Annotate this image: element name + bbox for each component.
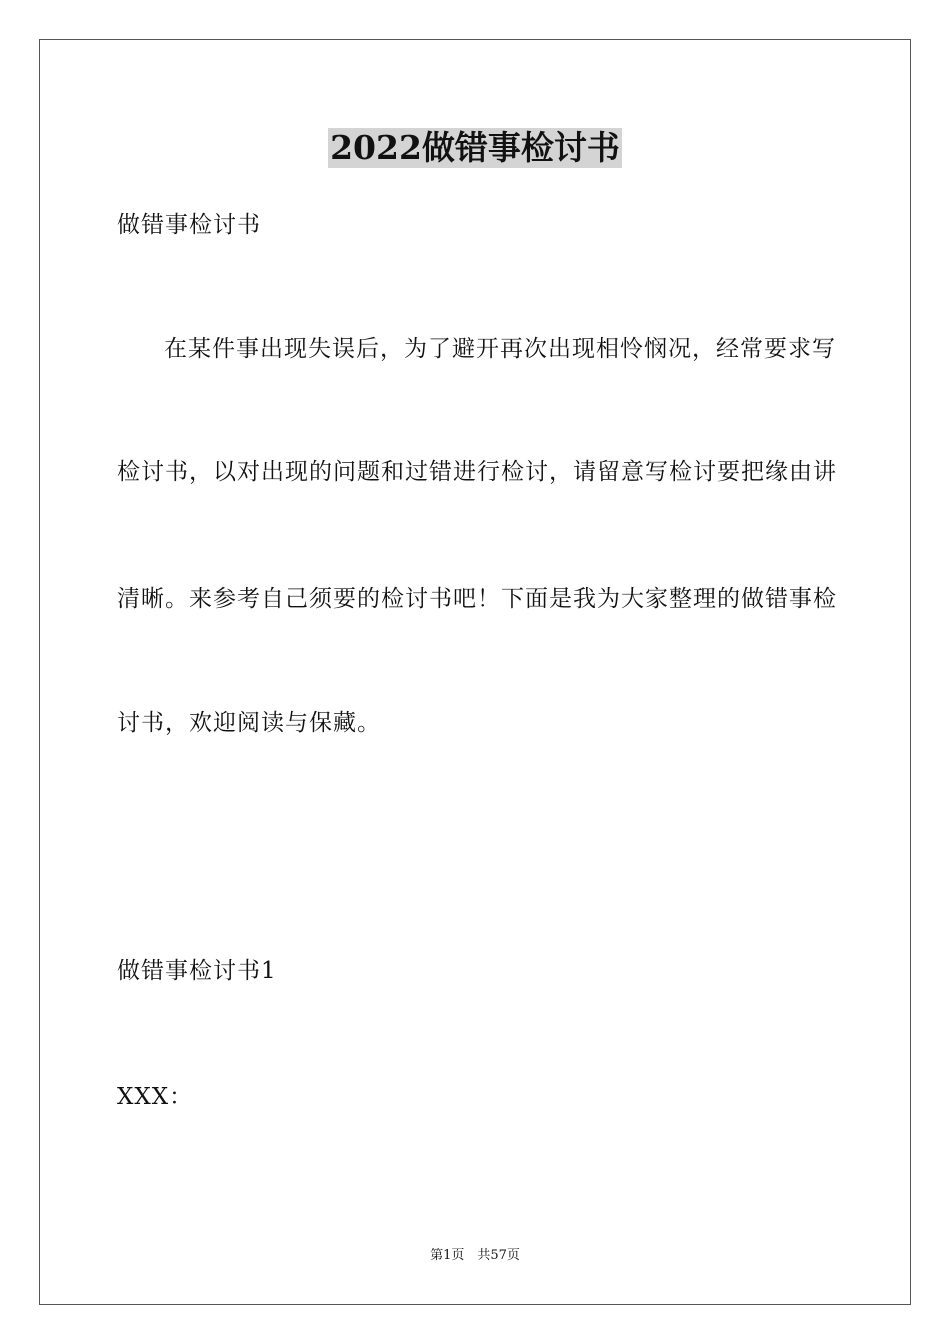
intro-paragraph-line-3: 清晰。来参考自己须要的检讨书吧！下面是我为大家整理的做错事检: [117, 586, 837, 612]
intro-paragraph-line-1: 在某件事出现失误后，为了避开再次出现相怜悯况，经常要求写: [164, 336, 836, 362]
page-number-footer: 第1页 共57页: [430, 1248, 520, 1263]
intro-paragraph-line-2: 检讨书，以对出现的问题和过错进行检讨，请留意写检讨要把缘由讲: [117, 459, 837, 485]
intro-paragraph-line-4: 讨书，欢迎阅读与保藏。: [117, 710, 381, 736]
document-title: 2022做错事检讨书: [330, 128, 620, 167]
title-container: [0, 128, 950, 168]
salutation: XXX：: [117, 1084, 194, 1110]
document-subtitle: 做错事检讨书: [117, 212, 261, 238]
section-heading: 做错事检讨书1: [117, 958, 277, 984]
